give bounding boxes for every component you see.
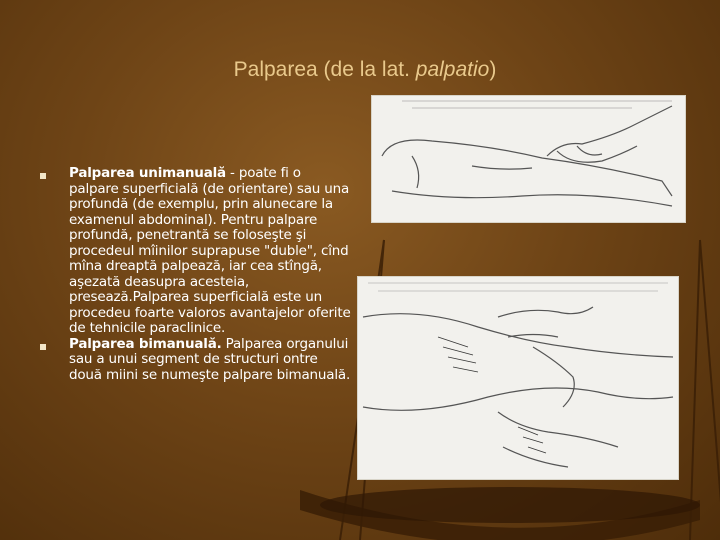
bullet-body: Palparea organului sau a unui segment de structuri ontre două miini se numeşte palpare bimanuală. [69,335,351,383]
bullet-item-bimanual [40,337,352,384]
palpation-drawing-icon [358,277,678,479]
bullet-item-unimanual [40,166,352,337]
bullet-heading: Palparea bimanuală. [69,335,222,352]
square-bullet-icon [40,173,46,179]
palpation-drawing-icon [372,96,685,222]
bullet-list [40,166,352,383]
title-latin-term: palpatio [415,58,490,81]
bullet-text [69,166,352,337]
bullet-text [69,337,352,384]
title-close-paren: ) [489,58,497,81]
palpation-illustration-abdomen [371,95,686,223]
square-bullet-icon [40,344,46,350]
title-main: Palparea (de la lat. [233,58,416,81]
bullet-body: - poate fi o palpare superficială (de orientare) sau una profundă (de exemplu, prin alunecare la examenul abdominal). Pentru palpare profundă, penetrantă se foloseşte şi procedeul mîinilor suprapuse "duble", cînd mîna dreaptă palpează, iar cea stîngă, aşezată deasupra acesteia, presează.Palparea superficială este un procedeu foarte valoros avantajelor oferite de tehnicile paraclinice. [69,165,351,336]
palpation-illustration-bimanual [357,276,679,480]
bullet-heading: Palparea unimanuală [69,165,226,181]
slide-title [0,58,720,82]
